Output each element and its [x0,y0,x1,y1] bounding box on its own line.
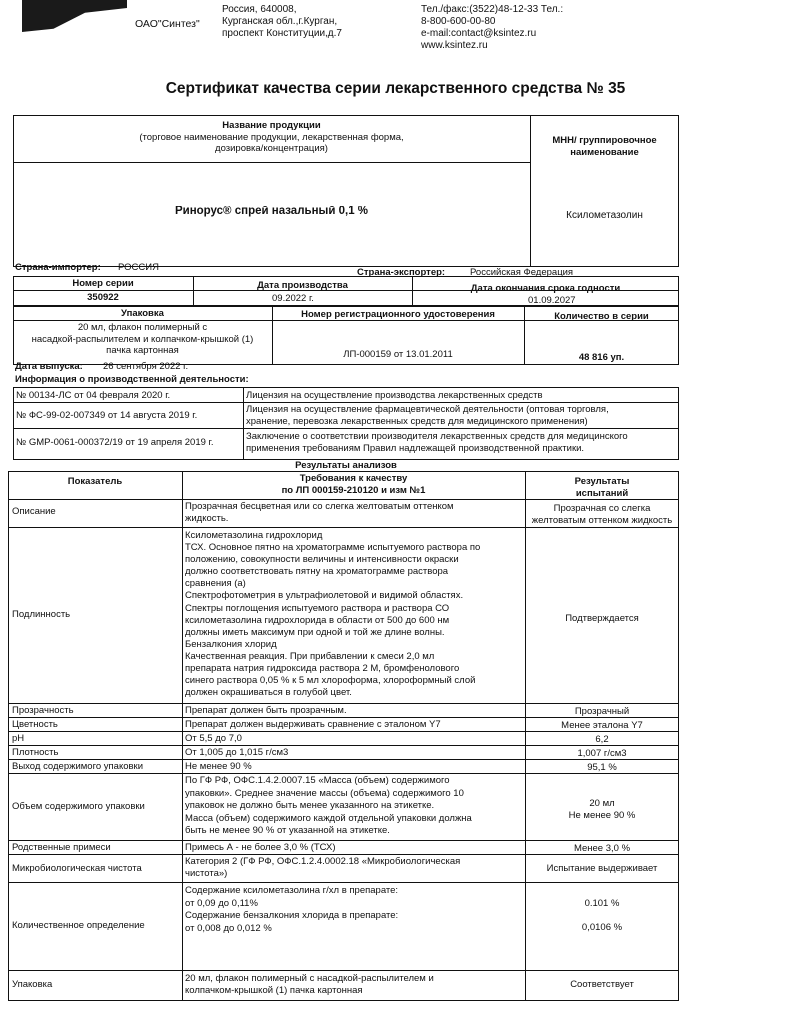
result-name: Родственные примеси [12,842,111,853]
expiry-label: Дата окончания срока годности [470,283,621,294]
contact-hotline: 8-800-600-00-80 [421,16,496,27]
header-line: (торговое наименование продукции, лекарственная форма, [139,131,404,143]
req-line: упаковки». Среднее значение массы (объема) содержимого 10 [185,787,464,799]
expiry-value: 01.09.2027 [528,295,576,306]
req-line: Прозрачная бесцветная или со слегка желтоватым оттенком [185,501,454,512]
header-line: МНН/ группировочное [552,135,657,146]
company-address [222,4,342,40]
result-name: Количественное определение [12,920,145,931]
req-line: Содержание ксилометазолина г/хл в препарате: [185,885,399,896]
res-line: 20 мл [589,798,615,809]
pack-label: Упаковка [121,308,164,319]
result-value: Подтверждается [565,613,639,624]
result-name: Плотность [12,747,59,758]
result-value [525,503,679,526]
product-name-value: Ринорус® спрей назальный 0,1 % [174,206,369,217]
gmp-desc [246,431,676,454]
req-line: от 0,09 до 0,11% [185,897,258,909]
contact-website: www.ksintez.ru [421,40,488,51]
res-line: Прозрачная со слегка [553,503,651,514]
col-results [525,476,679,499]
reg-value: ЛП-000159 от 13.01.2011 [343,349,453,360]
result-value: Соответствует [570,979,634,990]
header-line: по ЛП 000159-210120 и изм №1 [281,484,426,496]
header-line: испытаний [575,487,629,499]
result-requirement [185,885,523,935]
result-requirement [185,856,523,879]
result-name: pH [12,733,25,744]
req-line: Спектрофотометрия в ультрафиолетовой и видимой областях. [185,590,464,602]
req-line: упаковок не должно быть менее указанного на этикетке. [185,800,435,812]
license-doc: № ФС-99-02-007349 от 14 августа 2019 г. [16,410,198,421]
license-desc [246,404,676,427]
address-line: Курганская обл.,г.Курган, [222,16,338,27]
req-line: от 0,008 до 0,012 % [185,922,272,934]
series-value: 350922 [87,292,119,303]
result-value [525,897,679,934]
req-line: быть не менее 90 % от указанной на этикетке. [185,825,390,837]
release-label: Дата выпуска: [15,361,83,372]
reg-label: Номер регистрационного удостоверения [301,309,495,320]
req-line: должны иметь максимум при одной и той же длине волны. [185,626,445,638]
desc-line: применения требованиям Правил надлежащей производственной практики. [246,442,585,454]
contact-email: e-mail:contact@ksintez.ru [421,28,537,39]
company-contacts [421,4,563,52]
req-line: Спектры поглощения испытуемого раствора и раствора СО [185,602,450,614]
pack-value [13,322,272,357]
res-line: Не менее 90 % [568,809,636,821]
result-name: Подлинность [12,609,71,620]
release-value: 26 сентября 2022 г. [103,361,189,372]
results-heading: Результаты анализов [295,460,397,471]
result-name: Упаковка [12,979,53,990]
importer-value: РОССИЯ [118,262,159,273]
license-desc: Лицензия на осуществление производства лекарственных средств [246,390,543,401]
result-value [525,798,679,821]
header-line: Требования к качеству [299,473,408,484]
req-line: Ксилометазолина гидрохлорид [185,530,323,541]
req-line: колпачком-крышкой (1) пачка картонная [185,984,363,996]
desc-line: Лицензия на осуществление фармацевтической деятельности (оптовая торговля, [246,404,609,415]
req-line: чистота») [185,867,228,879]
gmp-doc: № GMP-0061-000372/19 от 19 апреля 2019 г. [16,437,214,448]
pack-line: насадкой-распылителем и колпачком-крышкой (1) [31,333,254,345]
header-line: дозировка/концентрация) [215,143,328,154]
res-line [525,910,679,921]
pack-line: пачка картонная [106,345,179,356]
req-line: положению, совокупности величины и интенсивности окраски [185,554,459,566]
req-line: должен окрашиваться в голубой цвет. [185,687,352,699]
series-label: Номер серии [72,278,134,289]
desc-line: Заключение о соответствии производителя лекарственных средств для медицинского [246,431,628,442]
mnn-header [530,135,679,158]
qty-value: 48 816 уп. [578,352,625,363]
address-line: Россия, 640008, [222,4,297,15]
req-line: ТСХ. Основное пятно на хроматограмме испытуемого раствора по [185,542,481,554]
req-line: жидкость. [185,512,229,524]
req-line: должно соответствовать пятну на хроматограмме раствора [185,566,449,578]
address-line: проспект Конституции,д.7 [222,28,342,39]
license-doc: № 00134-ЛС от 04 февраля 2020 г. [16,390,171,401]
prod-date-value: 09.2022 г. [272,293,314,304]
req-line: 20 мл, флакон полимерный с насадкой-распылителем и [185,973,434,984]
result-name: Выход содержимого упаковки [12,761,143,772]
header-line: наименование [570,146,639,158]
req-line: Содержание бензалкония хлорида в препарате: [185,910,399,921]
result-value: 95,1 % [587,762,617,773]
result-requirement: Не менее 90 % [185,761,252,772]
res-line: желтоватым оттенком жидкость [531,514,673,526]
result-value: Менее эталона Y7 [561,720,643,731]
result-name: Описание [12,506,56,517]
activity-heading: Информация о производственной деятельности: [15,374,249,385]
desc-line: хранение, перевозка лекарственных средств для медицинского применения) [246,415,588,427]
col-requirements [182,473,525,496]
result-value: Менее 3,0 % [573,843,631,854]
result-value: Испытание выдерживает [546,863,658,874]
result-value: 6,2 [595,734,609,745]
header-line: Результаты [574,476,630,487]
res-line: 0,0106 % [581,922,623,933]
result-requirement: Препарат должен быть прозрачным. [185,705,347,716]
pack-line: 20 мл, флакон полимерный с [77,322,208,333]
company-name: ОАО"Синтез" [135,18,200,30]
page-title: Сертификат качества серии лекарственного средства № 35 [165,80,626,97]
qty-label: Количество в серии [554,311,649,322]
req-line: Бензалкония хлорид [185,638,277,650]
req-line: Качественная реакция. При прибавлении к смеси 2,0 мл [185,650,435,662]
result-value: 1,007 г/см3 [577,748,627,759]
result-name: Цветность [12,719,58,730]
importer-label: Страна-импортер: [15,262,101,273]
mnn-value: Ксилометазолин [566,210,643,221]
result-name: Микробиологическая чистота [12,863,142,874]
result-requirement [185,973,523,996]
req-line: Категория 2 (ГФ РФ, ОФС.1.2.4.0002.18 «Микробиологическая [185,856,461,867]
result-requirement: От 5,5 до 7,0 [185,733,242,744]
result-requirement [185,775,523,838]
result-requirement: Препарат должен выдерживать сравнение с эталоном Y7 [185,719,441,730]
exporter-value: Российская Федерация [470,267,574,278]
req-line: препарата натрия гидроксида раствора 2 М, бромфенолового [185,663,460,675]
result-value: Прозрачный [574,706,630,717]
prod-date-label: Дата производства [257,280,348,291]
company-logo [22,0,127,32]
req-line: сравнения (а) [185,578,246,590]
req-line: Масса (объем) содержимого каждой отдельной упаковки должна [185,812,472,824]
result-requirement: Примесь А - не более 3,0 % (ТСХ) [185,842,336,853]
exporter-label: Страна-экспортер: [357,267,446,278]
result-requirement [185,501,523,524]
result-name: Прозрачность [12,705,74,716]
header-line: Название продукции [222,120,321,131]
req-line: синего раствора 0,05 % к 5 мл хлороформа, хлороформный слой [185,675,476,687]
result-requirement [185,530,523,699]
col-indicator: Показатель [67,476,123,487]
result-requirement: От 1,005 до 1,015 г/см3 [185,747,289,758]
product-name-header [13,120,530,155]
res-line: 0.101 % [584,898,620,909]
req-line: ксилометазолина гидрохлорида в области от 500 до 600 нм [185,614,450,626]
req-line: По ГФ РФ, ОФС.1.4.2.0007.15 «Масса (объем) содержимого [185,775,450,786]
contact-phone: Тел./факс:(3522)48-12-33 Тел.: [421,4,564,15]
result-name: Объем содержимого упаковки [12,801,145,812]
